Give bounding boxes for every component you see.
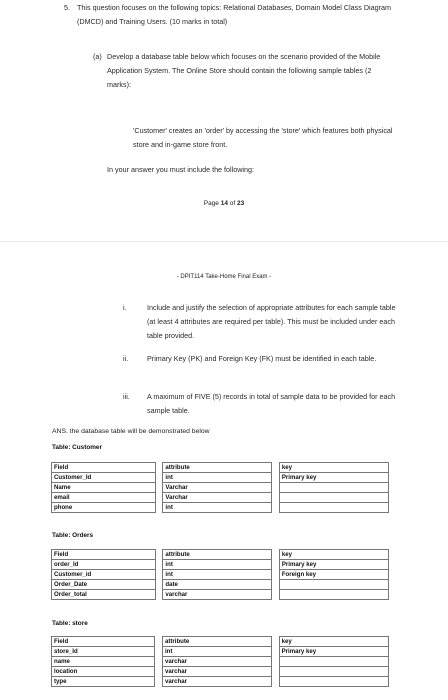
requirement-numeral: i.: [123, 303, 127, 312]
table-cell: int: [162, 647, 271, 657]
table-label-store: Table: store: [52, 620, 88, 627]
table-cell: Primary key: [279, 647, 388, 657]
table-cell: store_Id: [52, 647, 155, 657]
table-label-orders: Table: Orders: [52, 532, 94, 539]
question-text: This question focuses on the following topics: Relational Databases, Domain Model Class Diagram (DMCD) and Training Users. (10 marks in total): [77, 3, 392, 26]
table-cell: int: [163, 570, 272, 580]
must-include-text: In your answer you must include the following:: [107, 165, 255, 174]
table-cell: key: [279, 637, 388, 647]
customer-table: [51, 462, 389, 513]
table-label-customer: Table: Customer: [52, 444, 102, 451]
table-cell: type: [52, 677, 155, 687]
table-row: [52, 647, 389, 657]
table-cell: [279, 503, 388, 513]
table-cell: Foreign key: [279, 570, 388, 580]
table-cell: attribute: [163, 463, 272, 473]
requirement-text: A maximum of FIVE (5) records in total of sample data to be provided for each sample table.: [147, 392, 396, 415]
orders-table: [51, 549, 389, 600]
table-cell: Field: [52, 637, 155, 647]
table-cell: [279, 590, 388, 600]
table-cell: Name: [52, 483, 156, 493]
table-row: [52, 560, 389, 570]
table-row: [52, 473, 389, 483]
table-cell: [279, 667, 388, 677]
table-cell: attribute: [162, 637, 271, 647]
table-cell: [279, 483, 388, 493]
table-row: [52, 570, 389, 580]
table-cell: Primary key: [279, 560, 388, 570]
table-cell: date: [163, 580, 272, 590]
table-cell: Order_total: [52, 590, 156, 600]
store-table: [51, 636, 389, 687]
table-cell: Field: [52, 550, 156, 560]
table-cell: [279, 657, 388, 667]
table-cell: attribute: [163, 550, 272, 560]
table-cell: order_Id: [52, 560, 156, 570]
table-cell: phone: [52, 503, 156, 513]
part-text: Develop a database table below which focuses on the scenario provided of the Mobile Application System. The Online Store should contain the following sample tables (2 marks):: [107, 52, 381, 89]
table-cell: varchar: [162, 667, 271, 677]
table-cell: Field: [52, 463, 156, 473]
table-cell: name: [52, 657, 155, 667]
table-row: [52, 590, 389, 600]
table-row: [52, 483, 389, 493]
table-row: [52, 637, 389, 647]
requirement-numeral: iii.: [123, 392, 130, 401]
table-cell: Varchar: [163, 483, 272, 493]
table-cell: key: [279, 463, 388, 473]
answer-intro: ANS. the database table will be demonstrated below: [52, 428, 210, 435]
table-cell: [279, 493, 388, 503]
table-cell: int: [163, 503, 272, 513]
table-cell: email: [52, 493, 156, 503]
table-cell: [279, 580, 388, 590]
table-cell: varchar: [162, 657, 271, 667]
table-cell: int: [163, 473, 272, 483]
table-cell: Primary key: [279, 473, 388, 483]
running-header: - DPIT114 Take-Home Final Exam -: [176, 274, 272, 280]
page-number: Page 14 of 23: [203, 200, 245, 207]
table-cell: key: [279, 550, 388, 560]
table-row: [52, 580, 389, 590]
table-cell: Customer_Id: [52, 473, 156, 483]
requirement-numeral: ii.: [123, 354, 129, 363]
table-row: [52, 667, 389, 677]
part-label: (a): [93, 52, 102, 61]
question-number: 5.: [64, 3, 70, 12]
requirement-text: Include and justify the selection of appropriate attributes for each sample table (at least 4 attributes are required per table). This must be included under each table provided.: [147, 303, 396, 340]
table-row: [52, 503, 389, 513]
table-cell: varchar: [163, 590, 272, 600]
table-row: [52, 657, 389, 667]
table-row: [52, 550, 389, 560]
table-cell: varchar: [162, 677, 271, 687]
table-cell: Customer_id: [52, 570, 156, 580]
table-row: [52, 463, 389, 473]
table-cell: [279, 677, 388, 687]
requirement-text: Primary Key (PK) and Foreign Key (FK) must be identified in each table.: [147, 354, 377, 363]
table-cell: int: [163, 560, 272, 570]
table-cell: Varchar: [163, 493, 272, 503]
table-cell: location: [52, 667, 155, 677]
table-cell: Order_Date: [52, 580, 156, 590]
scenario-quote: 'Customer' creates an 'order' by accessing the 'store' which features both physical store and in-game store front.: [133, 126, 393, 149]
table-row: [52, 493, 389, 503]
page-divider: [0, 241, 448, 242]
table-row: [52, 677, 389, 687]
